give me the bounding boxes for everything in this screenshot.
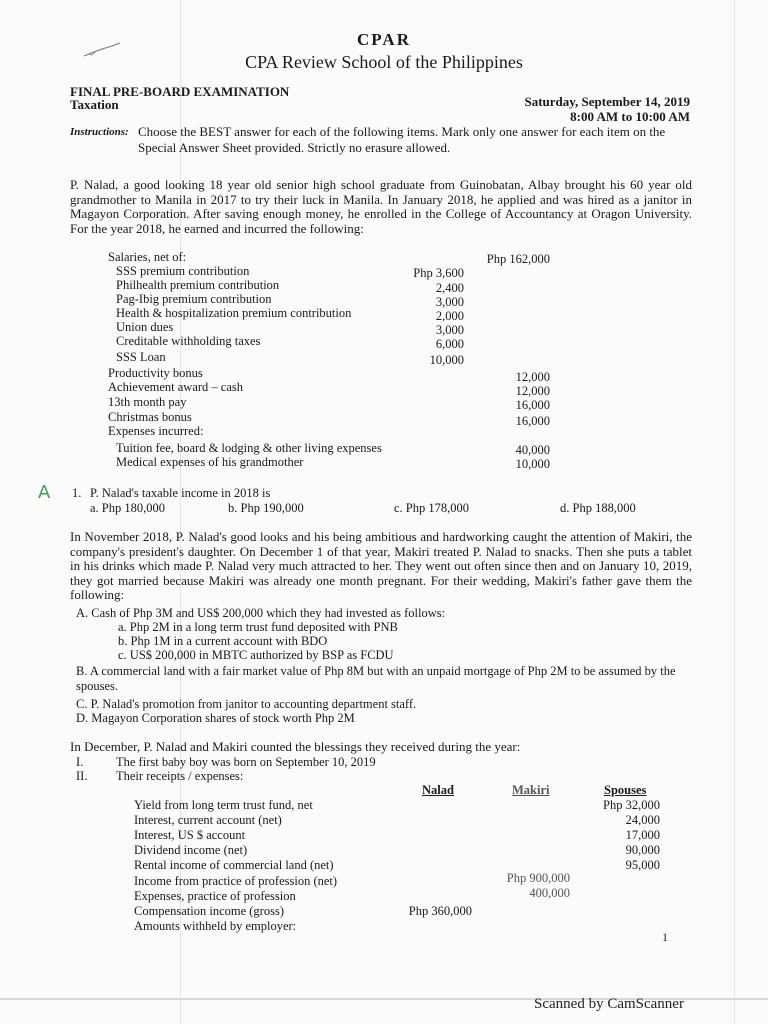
income-label: Tuition fee, board & lodging & other living expenses <box>116 441 382 455</box>
wedding-paragraph: In November 2018, P. Nalad's good looks and his being ambitious and hardworking caught the attention of Makiri, the company's president's daughter. On December 1 of that year, Makiri treated P. Nalad to snacks. Then she puts a tablet in his drinks which made P. Nalad very much attracted to her. They went out often since then and on January 10, 2019, they got married because Makiri was already one month pregnant. For their wedding, Makiri's father gave them the following: <box>70 529 692 603</box>
header-nalad: Nalad <box>422 783 454 797</box>
blessing-text: The first baby boy was born on September 10, 2019 <box>116 755 376 769</box>
receipt-spouses: 95,000 <box>625 858 660 872</box>
receipt-label: Income from practice of profession (net) <box>134 874 338 888</box>
receipt-label: Dividend income (net) <box>134 843 248 857</box>
receipt-label: Expenses, practice of profession <box>134 889 296 903</box>
income-amount-col3: 12,000 <box>515 370 550 384</box>
receipt-label: Compensation income (gross) <box>134 904 284 918</box>
school-name: CPA Review School of the Philippines <box>245 52 523 72</box>
subject: Taxation <box>70 97 119 112</box>
gift-item: b. Php 1M in a current account with BDO <box>118 634 328 648</box>
instructions-text: Choose the BEST answer for each of the following items. Mark only one answer for each item on the Special Answer Sheet provided. Strictly no erasure allowed. <box>138 124 666 155</box>
header-spouses: Spouses <box>604 783 647 797</box>
choice-d: d. Php 188,000 <box>560 501 636 515</box>
question-number: 1. <box>72 486 82 500</box>
income-amount-col2: 2,400 <box>435 281 464 295</box>
income-amount-col2: 3,000 <box>435 295 464 309</box>
income-amount-col3: Php 162,000 <box>486 252 550 266</box>
receipt-nalad: Php 360,000 <box>408 904 472 918</box>
brand-title: CPAR <box>357 30 411 49</box>
page-number: 1 <box>662 930 668 944</box>
income-amount-col3: 16,000 <box>515 398 550 412</box>
receipt-spouses: 90,000 <box>625 843 660 857</box>
choice-b: b. Php 190,000 <box>228 501 304 515</box>
blessings-paragraph: In December, P. Nalad and Makiri counted the blessings they received during the year: <box>70 739 521 754</box>
income-amount-col2: 6,000 <box>435 337 464 351</box>
income-label: Productivity bonus <box>108 366 203 380</box>
income-amount-col3: 10,000 <box>515 457 550 471</box>
receipt-makiri: Php 900,000 <box>506 871 570 885</box>
intro-paragraph: P. Nalad, a good looking 18 year old senior high school graduate from Guinobatan, Albay brought his 60 year old grandmother to Manila in 2017 to try their luck in Manila. In January 2018, he applied and was hired as a janitor in Magayon Corporation. After saving enough money, he enrolled in the College of Accountancy at Oragon University. For the year 2018, he earned and incurred the following: <box>70 177 692 236</box>
gift-item: D. Magayon Corporation shares of stock worth Php 2M <box>76 711 355 725</box>
receipt-label: Rental income of commercial land (net) <box>134 858 334 872</box>
answer-mark: A <box>38 482 51 503</box>
scan-edge-line <box>734 0 735 1024</box>
income-amount-col2: 3,000 <box>435 323 464 337</box>
income-label: Achievement award – cash <box>108 380 244 394</box>
receipt-label: Interest, US $ account <box>134 828 246 842</box>
income-label: Creditable withholding taxes <box>116 334 261 348</box>
income-label: Union dues <box>116 320 174 334</box>
income-label: 13th month pay <box>108 395 187 409</box>
income-amount-col2: Php 3,600 <box>413 266 464 280</box>
blessing-num: II. <box>76 769 88 783</box>
income-label: Salaries, net of: <box>108 250 187 264</box>
receipt-label: Amounts withheld by employer: <box>134 919 297 933</box>
income-label: Medical expenses of his grandmother <box>116 455 304 469</box>
choice-a: a. Php 180,000 <box>90 501 165 515</box>
income-label: SSS Loan <box>116 350 166 364</box>
gift-item: B. A commercial land with a fair market value of Php 8M but with an unpaid mortgage of Php 2M to be assumed by the spouses. <box>76 664 676 693</box>
income-label: Health & hospitalization premium contribution <box>116 306 352 320</box>
exam-title: FINAL PRE-BOARD EXAMINATION <box>70 84 290 99</box>
receipt-label: Interest, current account (net) <box>134 813 282 827</box>
blessing-num: I. <box>76 755 84 769</box>
receipt-makiri: 400,000 <box>529 886 570 900</box>
question-text: P. Nalad's taxable income in 2018 is <box>90 486 271 500</box>
income-label: Expenses incurred: <box>108 424 204 438</box>
choice-c: c. Php 178,000 <box>394 501 469 515</box>
header-makiri: Makiri <box>512 783 550 797</box>
receipt-spouses: 17,000 <box>625 828 660 842</box>
scanner-watermark: Scanned by CamScanner <box>534 996 684 1012</box>
income-amount-col3: 16,000 <box>515 414 550 428</box>
exam-date: Saturday, September 14, 2019 <box>524 94 690 109</box>
income-label: SSS premium contribution <box>116 264 250 278</box>
receipt-spouses: Php 32,000 <box>603 798 660 812</box>
income-amount-col3: 40,000 <box>515 443 550 457</box>
income-amount-col2: 2,000 <box>435 309 464 323</box>
income-label: Philhealth premium contribution <box>116 278 280 292</box>
income-label: Christmas bonus <box>108 410 192 424</box>
exam-time: 8:00 AM to 10:00 AM <box>570 109 690 124</box>
receipt-spouses: 24,000 <box>625 813 660 827</box>
gift-item: c. US$ 200,000 in MBTC authorized by BSP as FCDU <box>118 648 394 662</box>
blessing-text: Their receipts / expenses: <box>116 769 244 783</box>
instructions-label: Instructions: <box>70 126 129 138</box>
gift-item: A. Cash of Php 3M and US$ 200,000 which they had invested as follows: <box>76 606 446 620</box>
receipt-label: Yield from long term trust fund, net <box>134 798 313 812</box>
income-amount-col3: 12,000 <box>515 384 550 398</box>
income-label: Pag-Ibig premium contribution <box>116 292 272 306</box>
income-amount-col2: 10,000 <box>429 353 464 367</box>
gift-item: a. Php 2M in a long term trust fund deposited with PNB <box>118 620 398 634</box>
gift-item: C. P. Nalad's promotion from janitor to accounting department staff. <box>76 697 417 711</box>
